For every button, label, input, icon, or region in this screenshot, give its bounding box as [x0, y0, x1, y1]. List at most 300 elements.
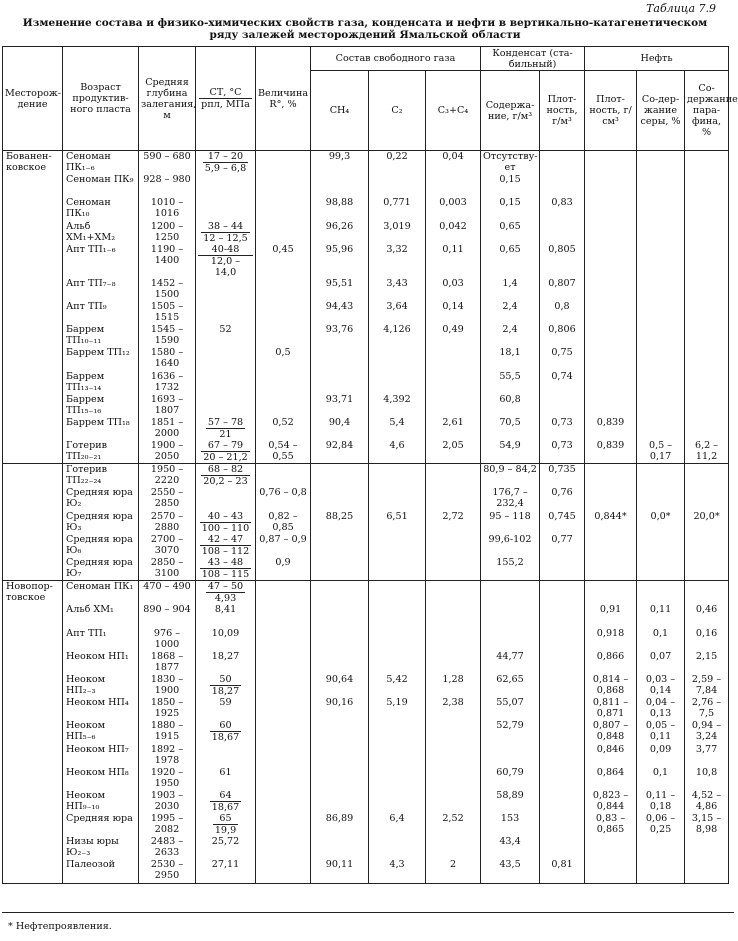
c34-cell: [426, 534, 481, 557]
depth-cell: 1200 – 1250: [139, 221, 196, 244]
c34-cell: [426, 744, 481, 767]
oil-paraffin-cell: [685, 151, 729, 175]
table-row: [3, 813, 729, 836]
cond-density-cell: [540, 151, 585, 175]
st-cell: [196, 278, 256, 301]
st-value: 67 – 79: [201, 440, 249, 452]
oil-density-cell: [585, 347, 637, 370]
age-cell: Неоком НП₅₋₆: [63, 720, 139, 743]
st-value: 25,72: [211, 836, 240, 848]
field-cell: [3, 347, 63, 370]
age-cell: Средняя юра Ю₃: [63, 511, 139, 534]
ch4-cell: 95,51: [311, 278, 369, 301]
st-value: 50: [210, 674, 241, 686]
st-cell: [196, 628, 256, 651]
table-title: Изменение состава и физико-химических свойств газа, конденсата и нефти в вертикально-катагенетическом ряду залежей месторождений Ямальской области: [22, 17, 708, 41]
c2-cell: 0,771: [369, 197, 426, 220]
depth-cell: 1868 – 1877: [139, 651, 196, 674]
c2-cell: 3,64: [369, 301, 426, 324]
r-cell: 0,54 – 0,55: [256, 440, 311, 464]
oil-paraffin-cell: 4,52 – 4,86: [685, 790, 729, 813]
c34-cell: [426, 487, 481, 510]
ch4-cell: [311, 534, 369, 557]
field-cell: [3, 278, 63, 301]
age-cell: Сеноман ПК₉: [63, 174, 139, 197]
header-c2: C₂: [369, 71, 426, 151]
pressure-value: 12,0 – 14,0: [210, 255, 241, 278]
depth-cell: 928 – 980: [139, 174, 196, 197]
c2-cell: [369, 790, 426, 813]
oil-sulfur-cell: 0,09: [637, 744, 685, 767]
oil-sulfur-cell: 0,0*: [637, 511, 685, 534]
cond-density-cell: 0,74: [540, 371, 585, 394]
field-cell: Бованен-ковское: [3, 151, 63, 175]
c34-cell: 2: [426, 859, 481, 883]
oil-paraffin-cell: 3,77: [685, 744, 729, 767]
oil-density-cell: [585, 278, 637, 301]
table-row: [3, 628, 729, 651]
r-cell: 0,87 – 0,9: [256, 534, 311, 557]
oil-paraffin-cell: [685, 859, 729, 883]
ch4-cell: [311, 347, 369, 370]
r-cell: 0,5: [256, 347, 311, 370]
c34-cell: [426, 628, 481, 651]
ch4-cell: 95,96: [311, 244, 369, 278]
st-cell: [196, 720, 256, 743]
ch4-cell: 90,4: [311, 417, 369, 440]
header-oil-sulfur: Со-дер-жание серы, %: [637, 71, 685, 151]
pressure-value: 4,93: [214, 593, 237, 605]
st-value: 43 – 48: [200, 557, 252, 569]
depth-cell: 2570 – 2880: [139, 511, 196, 534]
field-cell: [3, 197, 63, 220]
r-cell: [256, 744, 311, 767]
c2-cell: 5,4: [369, 417, 426, 440]
cond-density-cell: [540, 790, 585, 813]
depth-cell: 470 – 490: [139, 581, 196, 605]
st-cell: [196, 767, 256, 790]
st-cell: [196, 417, 256, 440]
oil-density-cell: 0,864: [585, 767, 637, 790]
r-cell: [256, 604, 311, 627]
ch4-cell: [311, 557, 369, 581]
oil-sulfur-cell: [637, 464, 685, 488]
age-cell: Средняя юра Ю₂: [63, 487, 139, 510]
oil-paraffin-cell: 3,15 – 8,98: [685, 813, 729, 836]
oil-density-cell: 0,807 – 0,848: [585, 720, 637, 743]
cond-content-cell: 62,65: [481, 674, 540, 697]
pressure-value: 100 – 110: [201, 522, 250, 534]
c2-cell: 6,51: [369, 511, 426, 534]
field-cell: [3, 417, 63, 440]
st-cell: [196, 581, 256, 605]
header-depth: Средняя глубина залегания, м: [139, 47, 196, 151]
oil-sulfur-cell: [637, 534, 685, 557]
header-oil-density: Плот-ность, г/см³: [585, 71, 637, 151]
header-ch4: CH₄: [311, 71, 369, 151]
st-cell: [196, 790, 256, 813]
oil-density-cell: [585, 324, 637, 347]
st-value: 61: [219, 766, 232, 778]
cond-density-cell: 0,75: [540, 347, 585, 370]
oil-paraffin-cell: [685, 221, 729, 244]
st-cell: [196, 813, 256, 836]
c34-cell: [426, 790, 481, 813]
c34-cell: 2,05: [426, 440, 481, 464]
field-cell: [3, 534, 63, 557]
c2-cell: 4,3: [369, 859, 426, 883]
oil-sulfur-cell: [637, 324, 685, 347]
ch4-cell: [311, 790, 369, 813]
c2-cell: [369, 464, 426, 488]
c34-cell: [426, 371, 481, 394]
r-cell: [256, 174, 311, 197]
oil-sulfur-cell: [637, 557, 685, 581]
depth-cell: 1892 – 1978: [139, 744, 196, 767]
cond-density-cell: [540, 174, 585, 197]
r-cell: [256, 278, 311, 301]
r-cell: [256, 790, 311, 813]
ch4-cell: 90,64: [311, 674, 369, 697]
st-cell: [196, 301, 256, 324]
field-cell: [3, 720, 63, 743]
depth-cell: 1636 – 1732: [139, 371, 196, 394]
oil-paraffin-cell: [685, 174, 729, 197]
oil-density-cell: [585, 534, 637, 557]
c2-cell: 3,43: [369, 278, 426, 301]
ch4-cell: [311, 174, 369, 197]
depth-cell: 890 – 904: [139, 604, 196, 627]
c34-cell: [426, 347, 481, 370]
c2-cell: 4,6: [369, 440, 426, 464]
age-cell: Баррем ТП₁₃₋₁₄: [63, 371, 139, 394]
r-cell: [256, 697, 311, 720]
st-value: 60: [210, 720, 241, 732]
cond-content-cell: 0,65: [481, 221, 540, 244]
field-cell: [3, 859, 63, 883]
cond-density-cell: [540, 697, 585, 720]
pressure-value: 5,9 – 6,8: [204, 163, 247, 174]
c34-cell: [426, 464, 481, 488]
oil-paraffin-cell: [685, 581, 729, 605]
field-cell: [3, 836, 63, 859]
st-value: 68 – 82: [201, 464, 249, 476]
table-row: [3, 278, 729, 301]
depth-cell: 1920 – 1950: [139, 767, 196, 790]
r-cell: [256, 813, 311, 836]
oil-paraffin-cell: [685, 836, 729, 859]
header-st: [196, 47, 256, 151]
cond-content-cell: 155,2: [481, 557, 540, 581]
oil-sulfur-cell: [637, 394, 685, 417]
cond-content-cell: 43,4: [481, 836, 540, 859]
oil-density-cell: [585, 174, 637, 197]
table-row: [3, 581, 729, 605]
pressure-value: 18,67: [211, 801, 240, 813]
table-row: [3, 604, 729, 627]
depth-cell: 1851 – 2000: [139, 417, 196, 440]
oil-sulfur-cell: [637, 371, 685, 394]
oil-paraffin-cell: 10,8: [685, 767, 729, 790]
r-cell: [256, 151, 311, 175]
r-cell: [256, 324, 311, 347]
c2-cell: 5,19: [369, 697, 426, 720]
ch4-cell: [311, 744, 369, 767]
st-cell: [196, 651, 256, 674]
c34-cell: 2,38: [426, 697, 481, 720]
depth-cell: 1900 – 2050: [139, 440, 196, 464]
header-cond-density: Плот-ность, г/м³: [540, 71, 585, 151]
r-cell: [256, 628, 311, 651]
table-row: [3, 197, 729, 220]
st-cell: [196, 324, 256, 347]
st-value: 10,09: [211, 627, 240, 639]
field-cell: [3, 767, 63, 790]
ch4-cell: [311, 836, 369, 859]
ch4-cell: 98,88: [311, 197, 369, 220]
st-cell: [196, 371, 256, 394]
field-cell: [3, 511, 63, 534]
oil-paraffin-cell: [685, 347, 729, 370]
ch4-cell: 88,25: [311, 511, 369, 534]
oil-sulfur-cell: 0,07: [637, 651, 685, 674]
field-cell: [3, 244, 63, 278]
st-cell: [196, 697, 256, 720]
oil-density-cell: [585, 487, 637, 510]
table-row: [3, 720, 729, 743]
header-field: Месторож-дение: [3, 47, 63, 151]
age-cell: Апт ТП₁₋₆: [63, 244, 139, 278]
c2-cell: 3,32: [369, 244, 426, 278]
table-row: [3, 464, 729, 488]
pressure-value: 18,27: [211, 685, 240, 697]
oil-density-cell: [585, 151, 637, 175]
cond-content-cell: 1,4: [481, 278, 540, 301]
cond-content-cell: 2,4: [481, 324, 540, 347]
cond-density-cell: 0,76: [540, 487, 585, 510]
cond-content-cell: 18,1: [481, 347, 540, 370]
table-row: [3, 151, 729, 175]
c34-cell: [426, 720, 481, 743]
cond-density-cell: 0,73: [540, 417, 585, 440]
st-value: 57 – 78: [207, 416, 244, 428]
ch4-cell: 90,11: [311, 859, 369, 883]
oil-paraffin-cell: [685, 197, 729, 220]
oil-sulfur-cell: [637, 301, 685, 324]
st-value: 65: [213, 813, 238, 825]
age-cell: Неоком НП₄: [63, 697, 139, 720]
cond-content-cell: 55,07: [481, 697, 540, 720]
ch4-cell: [311, 581, 369, 605]
oil-sulfur-cell: [637, 581, 685, 605]
st-cell: [196, 440, 256, 464]
c2-cell: [369, 651, 426, 674]
r-cell: [256, 394, 311, 417]
c34-cell: 2,72: [426, 511, 481, 534]
cond-density-cell: [540, 557, 585, 581]
r-cell: [256, 720, 311, 743]
depth-cell: 1995 – 2082: [139, 813, 196, 836]
header-st-top: СТ, °С: [199, 87, 252, 99]
cond-density-cell: 0,807: [540, 278, 585, 301]
depth-cell: 1190 – 1400: [139, 244, 196, 278]
cond-density-cell: 0,8: [540, 301, 585, 324]
table-row: [3, 511, 729, 534]
field-cell: [3, 651, 63, 674]
table-row: [3, 790, 729, 813]
field-cell: Новопор-товское: [3, 581, 63, 605]
field-cell: [3, 464, 63, 488]
c34-cell: 0,042: [426, 221, 481, 244]
oil-density-cell: [585, 581, 637, 605]
header-age: Возраст продуктив-ного пласта: [63, 47, 139, 151]
r-cell: [256, 674, 311, 697]
ch4-cell: 99,3: [311, 151, 369, 175]
st-cell: [196, 221, 256, 244]
oil-paraffin-cell: 2,15: [685, 651, 729, 674]
cond-density-cell: [540, 581, 585, 605]
cond-content-cell: 2,4: [481, 301, 540, 324]
oil-paraffin-cell: [685, 394, 729, 417]
cond-content-cell: 95 – 118: [481, 511, 540, 534]
cond-content-cell: 43,5: [481, 859, 540, 883]
cond-density-cell: [540, 628, 585, 651]
field-cell: [3, 221, 63, 244]
cond-content-cell: 60,8: [481, 394, 540, 417]
pressure-value: 12 – 12,5: [203, 232, 248, 244]
oil-density-cell: [585, 197, 637, 220]
cond-density-cell: 0,73: [540, 440, 585, 464]
c34-cell: 0,04: [426, 151, 481, 175]
field-cell: [3, 487, 63, 510]
st-value: 38 – 44: [201, 221, 249, 233]
oil-paraffin-cell: [685, 557, 729, 581]
cond-content-cell: 0,65: [481, 244, 540, 278]
cond-density-cell: [540, 674, 585, 697]
cond-content-cell: 60,79: [481, 767, 540, 790]
age-cell: Готерив ТП₂₀₋₂₁: [63, 440, 139, 464]
field-cell: [3, 813, 63, 836]
cond-density-cell: 0,806: [540, 324, 585, 347]
oil-sulfur-cell: [637, 221, 685, 244]
cond-content-cell: [481, 581, 540, 605]
c2-cell: [369, 744, 426, 767]
c34-cell: 0,14: [426, 301, 481, 324]
r-cell: [256, 197, 311, 220]
cond-density-cell: 0,805: [540, 244, 585, 278]
table-row: [3, 174, 729, 197]
oil-sulfur-cell: 0,03 – 0,14: [637, 674, 685, 697]
oil-density-cell: [585, 394, 637, 417]
ch4-cell: 93,71: [311, 394, 369, 417]
field-cell: [3, 697, 63, 720]
r-cell: 0,45: [256, 244, 311, 278]
table-row: [3, 674, 729, 697]
c34-cell: [426, 394, 481, 417]
oil-density-cell: [585, 836, 637, 859]
depth-cell: 1545 – 1590: [139, 324, 196, 347]
cond-density-cell: [540, 744, 585, 767]
age-cell: Палеозой: [63, 859, 139, 883]
ch4-cell: 94,43: [311, 301, 369, 324]
c34-cell: 2,61: [426, 417, 481, 440]
age-cell: Сеноман ПК₁₋₆: [63, 151, 139, 175]
age-cell: Сеноман ПК₁₀: [63, 197, 139, 220]
cond-content-cell: 176,7 – 232,4: [481, 487, 540, 510]
footnote: * Нефтепроявления.: [2, 912, 734, 932]
c34-cell: 0,03: [426, 278, 481, 301]
oil-sulfur-cell: 0,05 – 0,11: [637, 720, 685, 743]
cond-content-cell: 52,79: [481, 720, 540, 743]
cond-content-cell: [481, 744, 540, 767]
age-cell: Сеноман ПК₁: [63, 581, 139, 605]
oil-density-cell: 0,846: [585, 744, 637, 767]
pressure-value: 20 – 21,2: [203, 452, 248, 464]
st-value: 40 – 43: [200, 511, 252, 523]
oil-paraffin-cell: [685, 417, 729, 440]
r-cell: 0,9: [256, 557, 311, 581]
st-cell: [196, 151, 256, 175]
oil-sulfur-cell: [637, 417, 685, 440]
table-row: [3, 534, 729, 557]
st-value: 52: [219, 324, 232, 336]
cond-density-cell: 0,83: [540, 197, 585, 220]
depth-cell: 2530 – 2950: [139, 859, 196, 883]
pressure-value: 18,67: [211, 732, 240, 744]
oil-sulfur-cell: 0,04 – 0,13: [637, 697, 685, 720]
header-c34: C₃+C₄: [426, 71, 481, 151]
cond-content-cell: 44,77: [481, 651, 540, 674]
st-cell: [196, 744, 256, 767]
oil-sulfur-cell: [637, 347, 685, 370]
ch4-cell: [311, 464, 369, 488]
oil-paraffin-cell: [685, 487, 729, 510]
st-value: 8,41: [214, 604, 237, 616]
cond-content-cell: 99,6-102: [481, 534, 540, 557]
st-cell: [196, 394, 256, 417]
c34-cell: [426, 767, 481, 790]
st-value: 47 – 50: [207, 581, 244, 593]
c2-cell: 4,126: [369, 324, 426, 347]
st-cell: [196, 347, 256, 370]
age-cell: Баррем ТП₁₂: [63, 347, 139, 370]
r-cell: [256, 371, 311, 394]
field-cell: [3, 324, 63, 347]
oil-sulfur-cell: [637, 487, 685, 510]
oil-paraffin-cell: [685, 464, 729, 488]
table-row: [3, 440, 729, 464]
r-cell: [256, 221, 311, 244]
depth-cell: 976 – 1000: [139, 628, 196, 651]
cond-content-cell: 0,15: [481, 197, 540, 220]
r-cell: 0,82 – 0,85: [256, 511, 311, 534]
oil-paraffin-cell: [685, 324, 729, 347]
oil-sulfur-cell: [637, 278, 685, 301]
field-cell: [3, 394, 63, 417]
depth-cell: 1505 – 1515: [139, 301, 196, 324]
ch4-cell: [311, 720, 369, 743]
st-cell: [196, 197, 256, 220]
c34-cell: 0,003: [426, 197, 481, 220]
c2-cell: [369, 534, 426, 557]
r-cell: 0,76 – 0,8: [256, 487, 311, 510]
age-cell: Неоком НП₈: [63, 767, 139, 790]
oil-density-cell: [585, 557, 637, 581]
cond-content-cell: 80,9 – 84,2: [481, 464, 540, 488]
oil-sulfur-cell: 0,5 – 0,17: [637, 440, 685, 464]
c34-cell: [426, 581, 481, 605]
c2-cell: [369, 557, 426, 581]
